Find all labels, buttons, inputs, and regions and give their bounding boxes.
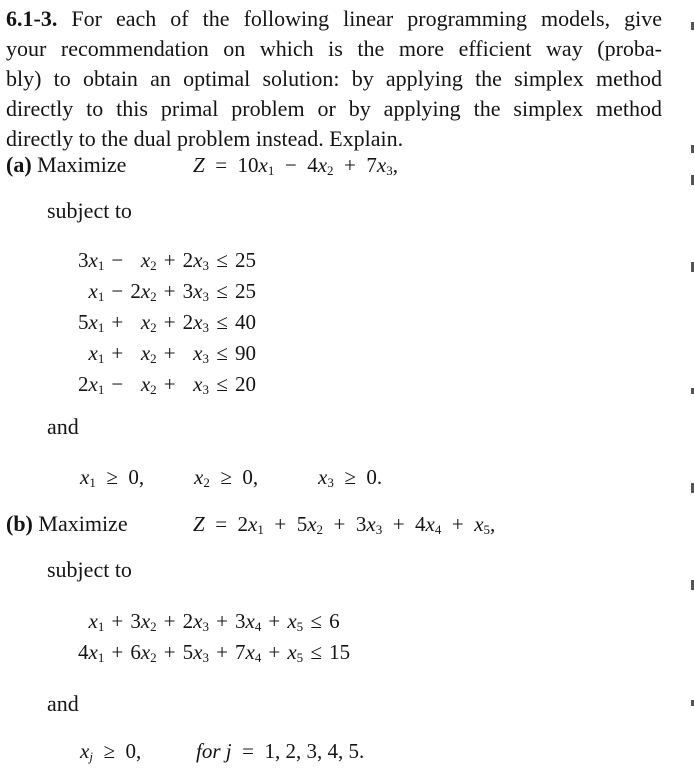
operator: + [111, 310, 124, 334]
constraint-term: $x_2$ [140, 372, 157, 397]
part-a-nonneg-x2: $x_2$ ≥ 0, [194, 465, 259, 490]
constraint-row [78, 307, 256, 338]
constraint-term: $2x_3$ [182, 609, 209, 634]
part-b-constraints [78, 606, 350, 668]
constraint-row [78, 338, 256, 369]
constraint-term: 90 [234, 341, 256, 365]
constraint-term: $2x_2$ [130, 279, 157, 304]
operator: − [111, 279, 124, 303]
constraint-term: $3x_3$ [182, 279, 209, 304]
constraint-term: $2x_3$ [182, 310, 209, 335]
operator: ≤ [216, 310, 228, 334]
operator: ≤ [216, 279, 228, 303]
part-a-subject-to: subject to [47, 198, 132, 223]
constraint-term: $3x_4$ [234, 609, 262, 634]
constraint-term: $3x_1$ [78, 248, 105, 273]
constraint-row [78, 369, 256, 400]
constraint-term: $x_1$ [88, 609, 105, 634]
operator: − [111, 372, 124, 396]
part-b-heading [6, 511, 128, 537]
constraint-term: $3x_2$ [130, 609, 157, 634]
operator: + [163, 341, 176, 365]
part-a-maximize: Maximize [37, 152, 127, 177]
constraint-row [78, 637, 350, 668]
operator: + [268, 609, 281, 633]
part-b-and: and [47, 691, 79, 716]
operator: + [216, 640, 228, 664]
operator: + [111, 341, 124, 365]
constraint-term: $x_5$ [287, 609, 304, 634]
constraint-term: $x_5$ [287, 640, 304, 665]
operator: + [163, 609, 176, 633]
intro-line-5: directly to the dual problem instead. Explain. [6, 126, 404, 151]
constraint-term: $x_2$ [140, 248, 157, 273]
constraint-term: 6 [329, 609, 340, 633]
constraint-term: $4x_1$ [78, 640, 105, 665]
operator: + [163, 248, 176, 272]
intro-line-4: directly to this primal problem or by applying the simplex method [6, 96, 662, 121]
operator: ≤ [216, 372, 228, 396]
part-a-and: and [47, 414, 79, 439]
constraint-term: $2x_3$ [182, 248, 209, 273]
operator: + [111, 640, 124, 664]
operator: + [216, 609, 228, 633]
constraint-term: 40 [234, 310, 256, 334]
part-a-label: (a) [6, 152, 32, 177]
part-a-objective: Z = $10x_1$ − $4x_2$ + $7x_3$, [193, 153, 398, 178]
constraint-term: $7x_4$ [234, 640, 262, 665]
part-a-nonneg-x1: $x_1$ ≥ 0, [80, 465, 145, 490]
constraint-row [78, 276, 256, 307]
part-b-maximize: Maximize [38, 511, 128, 536]
constraint-term: 15 [329, 640, 351, 664]
constraint-term: $2x_1$ [78, 372, 105, 397]
intro-line-1: 6.1-3. For each of the following linear programming models, give [6, 6, 663, 31]
part-a-constraints [78, 245, 256, 400]
operator: − [111, 248, 124, 272]
constraint-term: $x_1$ [88, 341, 105, 366]
part-b-objective: Z = $2x_1$ + $5x_2$ + $3x_3$ + $4x_4$ + $x_5$, [193, 512, 496, 537]
intro-line-2: your recommendation on which is the more efficient way (proba- [6, 36, 662, 61]
constraint-term: 25 [234, 248, 256, 272]
constraint-term: $5x_3$ [182, 640, 209, 665]
operator: + [163, 640, 176, 664]
operator: ≤ [216, 248, 228, 272]
constraint-term: $x_2$ [140, 341, 157, 366]
constraint-row [78, 606, 350, 637]
part-a-nonneg-x3: $x_3$ ≥ 0. [318, 465, 383, 490]
operator: + [163, 372, 176, 396]
constraint-term: $5x_1$ [78, 310, 105, 335]
operator: + [163, 310, 176, 334]
constraint-term: 20 [234, 372, 256, 396]
operator: ≤ [216, 341, 228, 365]
problem-statement [6, 4, 662, 154]
constraint-term: $x_3$ [193, 372, 209, 397]
operator: ≤ [310, 609, 322, 633]
operator: ≤ [310, 640, 322, 664]
constraint-term: $6x_2$ [130, 640, 157, 665]
operator: + [111, 609, 124, 633]
operator: + [163, 279, 176, 303]
part-b-nonneg: $x_j$ ≥ 0, [80, 739, 142, 764]
constraint-term: $x_2$ [140, 310, 157, 335]
operator: + [268, 640, 281, 664]
part-b-label: (b) [6, 511, 33, 536]
constraint-term: $x_1$ [88, 279, 105, 304]
part-a-heading [6, 152, 126, 178]
part-b-index-note: for j = 1, 2, 3, 4, 5. [196, 739, 365, 763]
constraint-term: 25 [234, 279, 256, 303]
problem-number: 6.1-3. [6, 6, 58, 31]
constraint-term: $x_3$ [193, 341, 209, 366]
intro-line-3: bly) to obtain an optimal solution: by applying the simplex method [6, 66, 662, 91]
constraint-row [78, 245, 256, 276]
part-b-subject-to: subject to [47, 557, 132, 582]
